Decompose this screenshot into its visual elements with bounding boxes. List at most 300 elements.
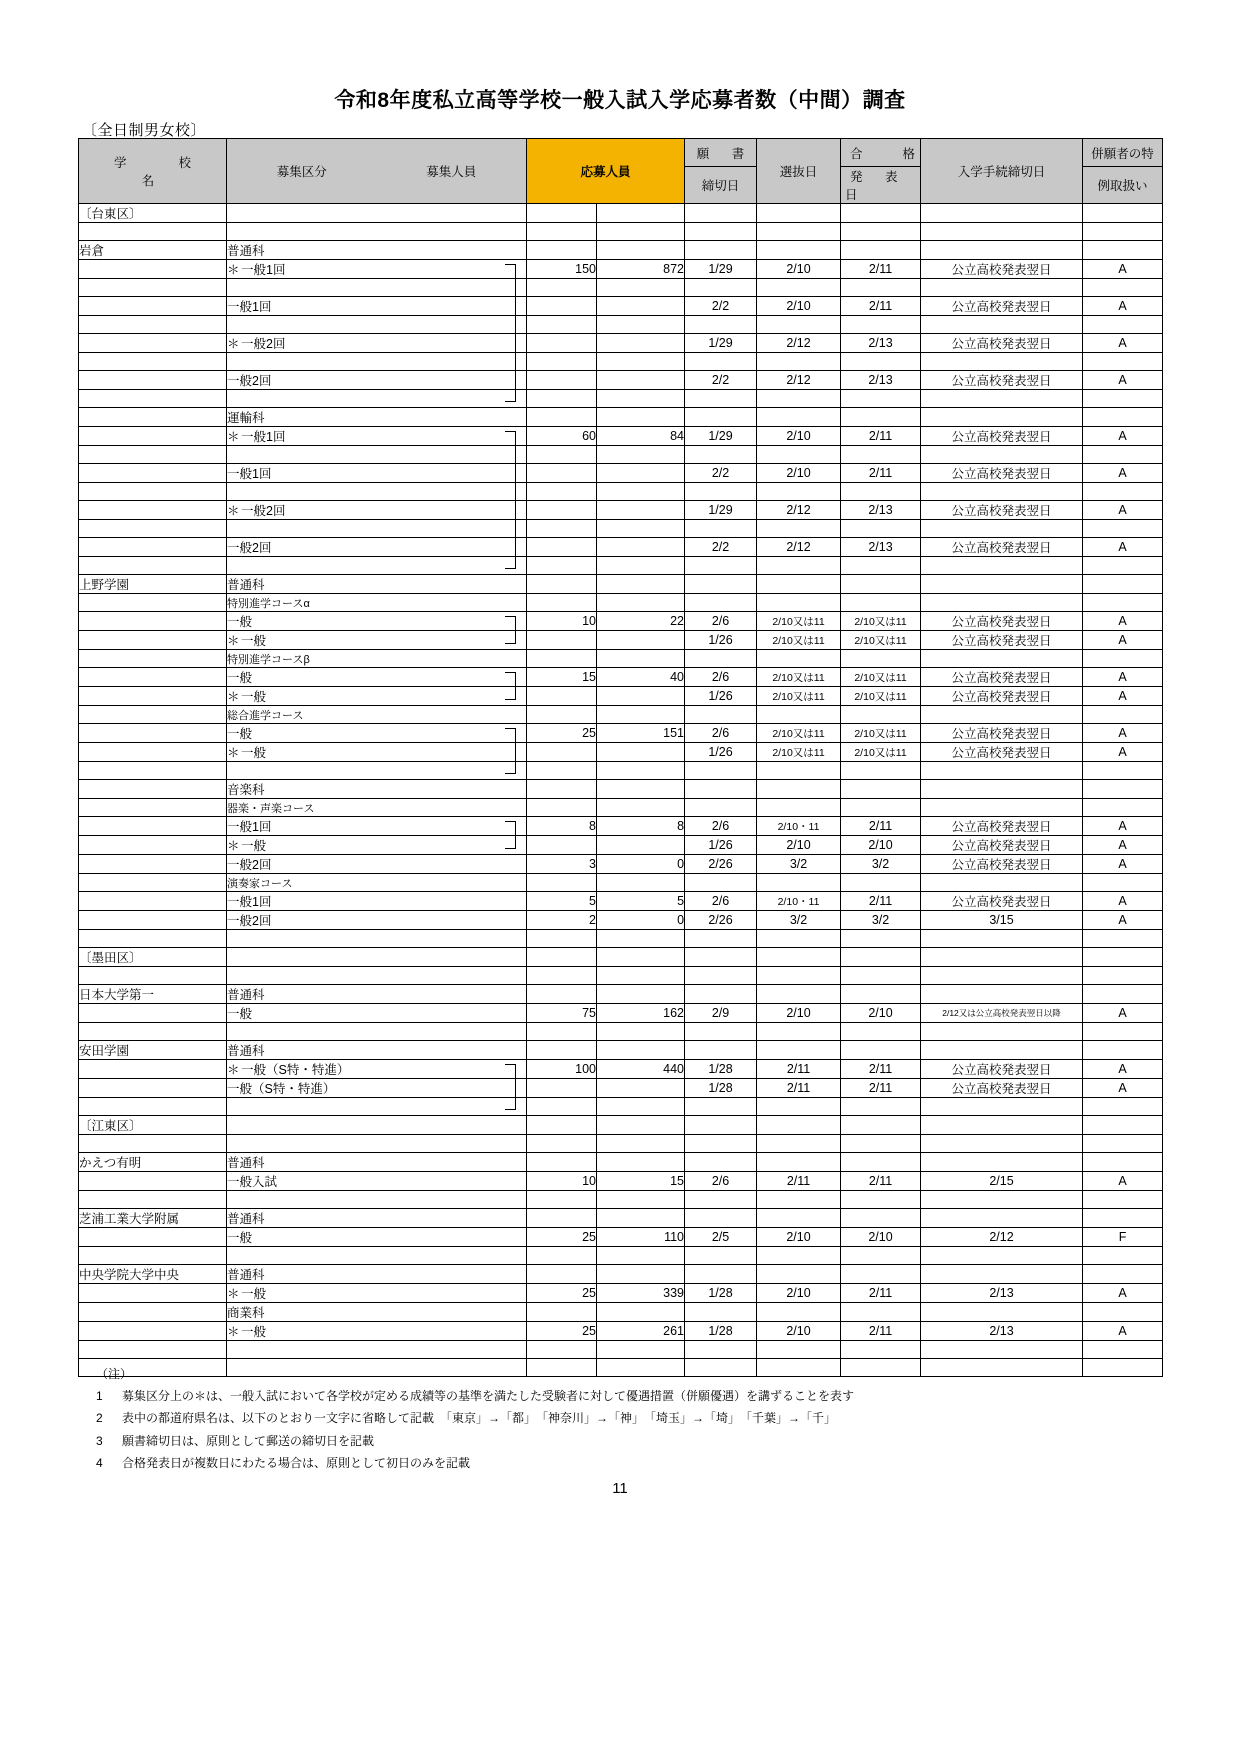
empty-cell	[227, 930, 527, 948]
spacer-row	[79, 390, 1163, 408]
empty-cell	[79, 1341, 227, 1359]
empty-cell	[597, 985, 685, 1004]
course-name: 総合進学コース	[227, 706, 527, 724]
empty-cell	[597, 1041, 685, 1060]
empty-cell	[757, 594, 841, 612]
empty-cell	[1083, 1247, 1163, 1265]
applicants-value: 872	[597, 260, 685, 279]
empty-cell	[757, 874, 841, 892]
exam-date: 2/12	[757, 501, 841, 520]
empty-cell	[527, 1098, 597, 1116]
procedure-deadline: 公立高校発表翌日	[921, 817, 1083, 836]
admission-division: 一般	[227, 1228, 527, 1247]
empty-cell	[1083, 557, 1163, 575]
special-treatment: A	[1083, 1172, 1163, 1191]
exam-date: 2/10又は11	[757, 687, 841, 706]
empty-cell	[921, 948, 1083, 967]
empty-cell	[1083, 967, 1163, 985]
empty-cell	[921, 594, 1083, 612]
exam-date: 2/10又は11	[757, 668, 841, 687]
empty-cell	[841, 1247, 921, 1265]
department-name: 普通科	[227, 575, 527, 594]
empty-cell	[527, 706, 597, 724]
empty-cell	[227, 279, 527, 297]
empty-cell	[527, 1023, 597, 1041]
result-date: 2/13	[841, 334, 921, 353]
spacer-row	[79, 1341, 1163, 1359]
empty-cell	[921, 241, 1083, 260]
department-name: 普通科	[227, 1209, 527, 1228]
empty-cell	[597, 204, 685, 223]
header-application-deadline-top	[685, 139, 757, 167]
empty-cell	[527, 204, 597, 223]
empty-cell	[685, 650, 757, 668]
empty-cell	[527, 1247, 597, 1265]
preferential-star-icon: ＊	[227, 1287, 240, 1301]
admission-division: ＊一般2回	[227, 501, 527, 520]
empty-cell	[597, 594, 685, 612]
department-name: 音楽科	[227, 780, 527, 799]
procedure-deadline: 公立高校発表翌日	[921, 724, 1083, 743]
applicants-value: 162	[597, 1004, 685, 1023]
applicants-value: 5	[597, 892, 685, 911]
empty-cell	[79, 967, 227, 985]
empty-cell	[1083, 762, 1163, 780]
applicants-value	[597, 743, 685, 762]
empty-cell	[527, 1191, 597, 1209]
department-row	[79, 1209, 1163, 1228]
special-treatment: A	[1083, 464, 1163, 483]
empty-cell	[527, 390, 597, 408]
footnote-item	[96, 1435, 854, 1448]
empty-cell	[1083, 575, 1163, 594]
capacity-value: 25	[527, 1228, 597, 1247]
admissions-table	[78, 138, 1163, 1377]
table-row	[79, 817, 1163, 836]
table-row	[79, 668, 1163, 687]
result-date: 2/13	[841, 538, 921, 557]
empty-cell	[841, 1041, 921, 1060]
empty-cell	[227, 1191, 527, 1209]
empty-cell	[1083, 408, 1163, 427]
empty-cell	[1083, 985, 1163, 1004]
empty-cell	[527, 241, 597, 260]
special-treatment: A	[1083, 687, 1163, 706]
empty-cell	[79, 297, 227, 316]
empty-cell	[685, 948, 757, 967]
department-row	[79, 1153, 1163, 1172]
header-division-label: 募集区分	[276, 165, 327, 179]
capacity-value: 8	[527, 817, 597, 836]
capacity-value	[527, 334, 597, 353]
empty-cell	[79, 334, 227, 353]
result-date: 2/11	[841, 1060, 921, 1079]
admission-division: ＊一般1回	[227, 427, 527, 446]
empty-cell	[757, 223, 841, 241]
empty-cell	[79, 762, 227, 780]
empty-cell	[841, 1135, 921, 1153]
empty-cell	[527, 1153, 597, 1172]
special-treatment: A	[1083, 297, 1163, 316]
empty-cell	[757, 446, 841, 464]
empty-cell	[841, 1023, 921, 1041]
admission-division: 一般	[227, 668, 527, 687]
course-row	[79, 594, 1163, 612]
preferential-star-icon: ＊	[227, 430, 240, 444]
empty-cell	[527, 353, 597, 371]
empty-cell	[841, 1153, 921, 1172]
department-name: 普通科	[227, 241, 527, 260]
footnote-item	[96, 1390, 854, 1403]
department-name: 普通科	[227, 985, 527, 1004]
empty-cell	[841, 408, 921, 427]
result-date: 2/10又は11	[841, 612, 921, 631]
spacer-row	[79, 353, 1163, 371]
empty-cell	[79, 855, 227, 874]
empty-cell	[597, 930, 685, 948]
result-date: 2/11	[841, 817, 921, 836]
empty-cell	[597, 780, 685, 799]
department-row	[79, 1265, 1163, 1284]
empty-cell	[921, 483, 1083, 501]
header-division	[227, 139, 527, 204]
header-result-top	[841, 139, 921, 167]
empty-cell	[921, 1359, 1083, 1377]
footnote-text: 合格発表日が複数日にわたる場合は、原則として初日のみを記載	[122, 1456, 471, 1471]
spacer-row	[79, 316, 1163, 334]
applicants-value: 151	[597, 724, 685, 743]
empty-cell	[79, 1284, 227, 1303]
course-row	[79, 650, 1163, 668]
empty-cell	[685, 204, 757, 223]
table-row	[79, 631, 1163, 650]
department-name: 普通科	[227, 1041, 527, 1060]
empty-cell	[227, 762, 527, 780]
applicants-value: 8	[597, 817, 685, 836]
empty-cell	[685, 1116, 757, 1135]
empty-cell	[597, 1116, 685, 1135]
empty-cell	[685, 706, 757, 724]
header-exam-date: 選抜日	[757, 139, 841, 204]
exam-date: 2/12	[757, 371, 841, 390]
empty-cell	[527, 575, 597, 594]
empty-cell	[757, 1209, 841, 1228]
admission-division: ＊一般2回	[227, 334, 527, 353]
empty-cell	[527, 967, 597, 985]
department-row	[79, 408, 1163, 427]
table-row	[79, 297, 1163, 316]
empty-cell	[841, 930, 921, 948]
capacity-value: 3	[527, 855, 597, 874]
special-treatment: A	[1083, 631, 1163, 650]
spacer-row	[79, 279, 1163, 297]
empty-cell	[921, 874, 1083, 892]
empty-cell	[685, 1153, 757, 1172]
application-deadline: 1/28	[685, 1079, 757, 1098]
exam-date: 2/10	[757, 297, 841, 316]
applicants-value: 0	[597, 911, 685, 930]
empty-cell	[685, 874, 757, 892]
empty-cell	[841, 353, 921, 371]
empty-cell	[597, 557, 685, 575]
exam-date: 2/12	[757, 334, 841, 353]
empty-cell	[685, 1135, 757, 1153]
empty-cell	[527, 985, 597, 1004]
empty-cell	[1083, 1265, 1163, 1284]
footnotes-heading: （注）	[96, 1367, 133, 1381]
application-deadline: 2/6	[685, 817, 757, 836]
empty-cell	[597, 1265, 685, 1284]
capacity-value: 10	[527, 612, 597, 631]
empty-cell	[685, 762, 757, 780]
empty-cell	[597, 1341, 685, 1359]
application-deadline: 1/26	[685, 836, 757, 855]
empty-cell	[79, 911, 227, 930]
empty-cell	[79, 1322, 227, 1341]
preferential-star-icon: ＊	[227, 634, 240, 648]
applicants-value	[597, 631, 685, 650]
empty-cell	[685, 223, 757, 241]
application-deadline: 2/26	[685, 911, 757, 930]
school-name: 安田学園	[79, 1041, 227, 1060]
empty-cell	[757, 557, 841, 575]
empty-cell	[841, 1098, 921, 1116]
empty-cell	[841, 874, 921, 892]
empty-cell	[597, 520, 685, 538]
capacity-value	[527, 297, 597, 316]
empty-cell	[597, 353, 685, 371]
footnote-item	[96, 1457, 854, 1470]
empty-cell	[227, 967, 527, 985]
footnotes	[96, 1368, 854, 1480]
empty-cell	[79, 594, 227, 612]
empty-cell	[921, 1023, 1083, 1041]
empty-cell	[921, 204, 1083, 223]
empty-cell	[841, 520, 921, 538]
procedure-deadline: 公立高校発表翌日	[921, 892, 1083, 911]
procedure-deadline: 2/13	[921, 1284, 1083, 1303]
table-row	[79, 538, 1163, 557]
special-treatment: A	[1083, 371, 1163, 390]
header-special-top: 併願者の特	[1083, 139, 1163, 167]
capacity-value	[527, 687, 597, 706]
empty-cell	[79, 687, 227, 706]
empty-cell	[79, 631, 227, 650]
special-treatment: A	[1083, 668, 1163, 687]
application-deadline: 1/29	[685, 334, 757, 353]
spacer-row	[79, 930, 1163, 948]
capacity-value: 2	[527, 911, 597, 930]
empty-cell	[79, 706, 227, 724]
application-deadline: 1/28	[685, 1060, 757, 1079]
procedure-deadline: 公立高校発表翌日	[921, 427, 1083, 446]
empty-cell	[597, 575, 685, 594]
empty-cell	[841, 316, 921, 334]
empty-cell	[597, 967, 685, 985]
applicants-value: 440	[597, 1060, 685, 1079]
empty-cell	[597, 223, 685, 241]
empty-cell	[79, 799, 227, 817]
empty-cell	[79, 724, 227, 743]
empty-cell	[921, 520, 1083, 538]
empty-cell	[757, 985, 841, 1004]
empty-cell	[597, 762, 685, 780]
empty-cell	[1083, 1098, 1163, 1116]
empty-cell	[921, 408, 1083, 427]
empty-cell	[757, 762, 841, 780]
empty-cell	[79, 892, 227, 911]
empty-cell	[841, 241, 921, 260]
empty-cell	[841, 1265, 921, 1284]
empty-cell	[1083, 1023, 1163, 1041]
header-capacity-label: 募集人員	[426, 165, 477, 179]
empty-cell	[527, 762, 597, 780]
footnote-item	[96, 1412, 854, 1425]
empty-cell	[1083, 223, 1163, 241]
application-deadline: 2/9	[685, 1004, 757, 1023]
empty-cell	[527, 780, 597, 799]
empty-cell	[921, 799, 1083, 817]
special-treatment: A	[1083, 892, 1163, 911]
empty-cell	[227, 446, 527, 464]
empty-cell	[79, 520, 227, 538]
table-row	[79, 1284, 1163, 1303]
procedure-deadline: 2/12又は公立高校発表翌日以降	[921, 1004, 1083, 1023]
procedure-deadline: 公立高校発表翌日	[921, 836, 1083, 855]
empty-cell	[597, 241, 685, 260]
empty-cell	[685, 1041, 757, 1060]
special-treatment: A	[1083, 501, 1163, 520]
school-name	[79, 780, 227, 799]
application-deadline: 1/26	[685, 687, 757, 706]
ward-heading-row	[79, 204, 1163, 223]
empty-cell	[1083, 483, 1163, 501]
empty-cell	[841, 967, 921, 985]
empty-cell	[1083, 1209, 1163, 1228]
empty-cell	[227, 353, 527, 371]
application-deadline: 2/6	[685, 724, 757, 743]
application-deadline: 2/2	[685, 297, 757, 316]
empty-cell	[757, 483, 841, 501]
empty-cell	[685, 408, 757, 427]
course-name: 特別進学コースα	[227, 594, 527, 612]
empty-cell	[79, 279, 227, 297]
school-name: 芝浦工業大学附属	[79, 1209, 227, 1228]
exam-date: 2/10	[757, 1228, 841, 1247]
header-procedure-deadline: 入学手続締切日	[921, 139, 1083, 204]
special-treatment: A	[1083, 1079, 1163, 1098]
capacity-value: 60	[527, 427, 597, 446]
result-date: 2/11	[841, 892, 921, 911]
exam-date: 2/10	[757, 1322, 841, 1341]
special-treatment: A	[1083, 724, 1163, 743]
exam-date: 2/10又は11	[757, 724, 841, 743]
school-name	[79, 408, 227, 427]
empty-cell	[757, 1116, 841, 1135]
result-date: 2/10又は11	[841, 724, 921, 743]
table-row	[79, 892, 1163, 911]
empty-cell	[757, 967, 841, 985]
empty-cell	[79, 1060, 227, 1079]
application-deadline: 2/5	[685, 1228, 757, 1247]
capacity-value: 150	[527, 260, 597, 279]
admission-division: 一般2回	[227, 538, 527, 557]
exam-date: 2/10	[757, 260, 841, 279]
table-row	[79, 1322, 1163, 1341]
empty-cell	[527, 1041, 597, 1060]
procedure-deadline: 3/15	[921, 911, 1083, 930]
empty-cell	[79, 223, 227, 241]
capacity-value: 25	[527, 1322, 597, 1341]
table-row	[79, 1172, 1163, 1191]
empty-cell	[227, 557, 527, 575]
procedure-deadline: 2/15	[921, 1172, 1083, 1191]
exam-date: 2/10・11	[757, 892, 841, 911]
procedure-deadline: 公立高校発表翌日	[921, 743, 1083, 762]
special-treatment: F	[1083, 1228, 1163, 1247]
empty-cell	[1083, 706, 1163, 724]
empty-cell	[79, 538, 227, 557]
empty-cell	[757, 390, 841, 408]
empty-cell	[597, 799, 685, 817]
exam-date: 2/10	[757, 464, 841, 483]
empty-cell	[527, 948, 597, 967]
footnote-number: 1	[96, 1388, 103, 1403]
admission-division: ＊一般1回	[227, 260, 527, 279]
application-deadline: 2/6	[685, 668, 757, 687]
empty-cell	[79, 1098, 227, 1116]
empty-cell	[685, 241, 757, 260]
empty-cell	[921, 1135, 1083, 1153]
procedure-deadline: 公立高校発表翌日	[921, 297, 1083, 316]
empty-cell	[757, 408, 841, 427]
table-row	[79, 687, 1163, 706]
empty-cell	[921, 762, 1083, 780]
empty-cell	[79, 817, 227, 836]
empty-cell	[597, 1098, 685, 1116]
empty-cell	[685, 483, 757, 501]
empty-cell	[685, 594, 757, 612]
empty-cell	[841, 1116, 921, 1135]
empty-cell	[527, 1265, 597, 1284]
application-deadline: 1/26	[685, 631, 757, 650]
table-body	[79, 204, 1163, 1377]
empty-cell	[685, 1098, 757, 1116]
course-row	[79, 706, 1163, 724]
empty-cell	[921, 446, 1083, 464]
header-application-deadline-bottom: 締切日	[685, 167, 757, 204]
spacer-row	[79, 1023, 1163, 1041]
empty-cell	[597, 1191, 685, 1209]
empty-cell	[527, 1341, 597, 1359]
empty-cell	[79, 464, 227, 483]
empty-cell	[227, 1023, 527, 1041]
admission-division: 一般2回	[227, 911, 527, 930]
empty-cell	[597, 279, 685, 297]
admission-division: 一般1回	[227, 297, 527, 316]
exam-date: 2/10	[757, 1284, 841, 1303]
spacer-row	[79, 762, 1163, 780]
applicants-value: 40	[597, 668, 685, 687]
result-date: 2/11	[841, 260, 921, 279]
application-deadline: 1/29	[685, 260, 757, 279]
empty-cell	[757, 316, 841, 334]
preferential-star-icon: ＊	[227, 263, 240, 277]
special-treatment: A	[1083, 817, 1163, 836]
ward-name: 〔江東区〕	[79, 1116, 227, 1135]
special-treatment: A	[1083, 427, 1163, 446]
empty-cell	[921, 1265, 1083, 1284]
